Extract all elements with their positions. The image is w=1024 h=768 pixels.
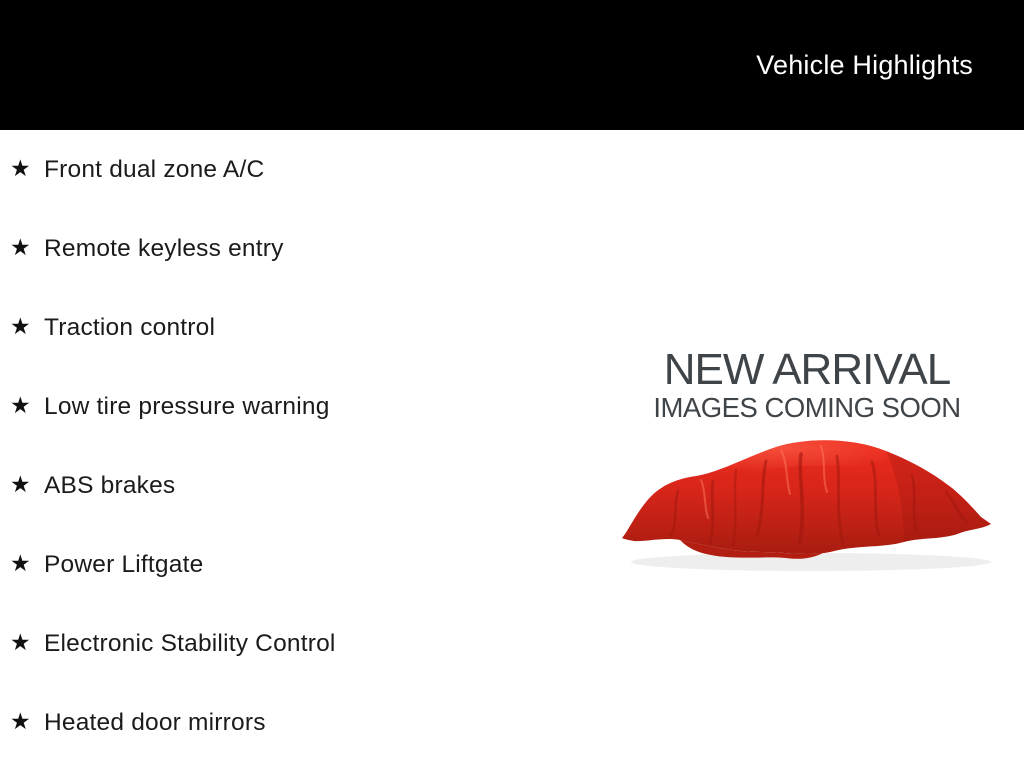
feature-label: Power Liftgate: [44, 550, 204, 578]
covered-car-icon: [616, 434, 996, 584]
feature-item: [0, 683, 560, 762]
feature-item: [0, 446, 560, 525]
feature-item: [0, 209, 560, 288]
feature-label: Low tire pressure warning: [44, 392, 330, 420]
feature-label: Front dual zone A/C: [44, 155, 265, 183]
feature-label: ABS brakes: [44, 471, 176, 499]
feature-item: [0, 367, 560, 446]
star-icon: ★: [10, 708, 31, 734]
feature-label: Heated door mirrors: [44, 708, 266, 736]
feature-label: Remote keyless entry: [44, 234, 284, 262]
page-title: Vehicle Highlights: [756, 49, 973, 80]
feature-item: [0, 604, 560, 683]
header-bar: [0, 0, 1024, 130]
star-icon: ★: [10, 471, 31, 497]
star-icon: ★: [10, 313, 31, 339]
feature-item: [0, 288, 560, 367]
new-arrival-text: NEW ARRIVAL: [663, 345, 951, 394]
feature-label: Electronic Stability Control: [44, 629, 336, 657]
star-icon: ★: [10, 629, 31, 655]
feature-item: [0, 130, 560, 209]
new-arrival-placeholder: [618, 345, 996, 423]
features-list: [0, 130, 560, 762]
star-icon: ★: [10, 155, 31, 181]
star-icon: ★: [10, 392, 31, 418]
feature-item: [0, 525, 560, 604]
images-coming-soon-text: IMAGES COMING SOON: [653, 392, 961, 423]
feature-label: Traction control: [44, 313, 216, 341]
star-icon: ★: [10, 550, 31, 576]
star-icon: ★: [10, 234, 31, 260]
